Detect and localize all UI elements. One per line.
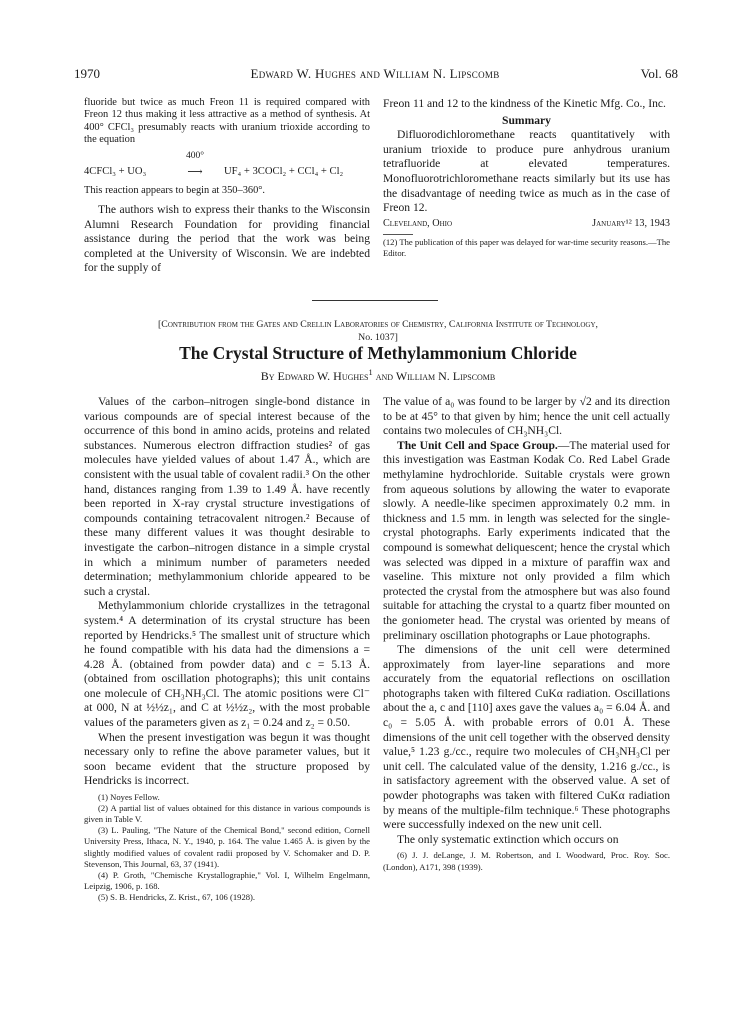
footnote-1: (1) Noyes Fellow. bbox=[98, 792, 160, 803]
prev-article-left-column bbox=[84, 97, 370, 276]
footnote-2: (2) A partial list of values obtained for this distance in various compounds is given in Table V. bbox=[84, 803, 370, 825]
summary-text: Difluorodichloromethane reacts quantitatively with uranium trioxide to produce pure anhydrous uranium tetrafluoride at elevated temperatures. Monofluorotrichloromethane reacts similarly but its use has the disadvantage of needing twice as much as in the case of Freon 12. bbox=[383, 128, 670, 215]
footnote-3: (3) L. Pauling, "The Nature of the Chemical Bond," second edition, Cornell University Press, Ithaca, N. Y., 1940, p. 164. The value 1.465 Å. is given by the slightly modified values of covalent radii proposed by V. Schomaker and D. P. Stevenson, This Journal, 63, 37 (1941). bbox=[84, 825, 370, 869]
left-paragraph-1: Values of the carbon–nitrogen single-bond distance in various compounds are of special interest because of the occurrence of this bond in amino acids, proteins and related substances. Numerous electron diffraction studies² of gas molecules have yielded values of about 1.47 Å., which are consistent with the usual table of covalent radii.³ On the other hand, distances ranging from 1.39 to 1.49 Å. have recently been reported in X-ray crystal structure investigations of compounds containing tetracovalent nitrogen.² Because of these many different values it was thought desirable to investigate the carbon–nitrogen distance in a simple crystal in which a minimum number of parameters needed determination; methylammonium chloride appeared to be such a crystal. bbox=[84, 395, 370, 598]
contribution-line-1: [Contribution from the Gates and Crellin Laboratories of Chemistry, California Institute of Technology, bbox=[158, 319, 598, 330]
section-heading-unit-cell: The Unit Cell and Space Group. bbox=[397, 438, 558, 452]
equation-condition: 400° bbox=[185, 150, 205, 161]
byline-author-2: and William N. Lipscomb bbox=[372, 369, 496, 383]
right-paragraph-4: The only systematic extinction which occurs on bbox=[397, 832, 619, 846]
footnote-4: (4) P. Groth, "Chemische Krystallographie," Vol. I, Wilhelm Engelmann, Leipzig, 1906, p. 168. bbox=[84, 869, 370, 891]
page-number: 1970 bbox=[74, 66, 100, 81]
article-right-column bbox=[383, 395, 670, 873]
reaction-equation bbox=[84, 151, 370, 181]
right-paragraph-3: The dimensions of the unit cell were determined approximately from layer-line separations and more accurately from the equatorial reflections on oscillation photographs taken with filtered CuKα radiation. Oscillations about the a, c and [110] axes gave the values a₀ = 6.04 Å. and c₀ = 5.05 Å. with probable errors of 0.01 Å. These dimensions of the unit cell together with the observed density value,⁵ 1.23 g./cc., require two molecules of CH₃NH₃Cl per unit cell. The calculated value of the density, 1.216 g./cc., is in satisfactory agreement with the observed value. A set of powder photographs was taken with filtered CuKα radiation by means of the multiple-film technique.⁶ These photographs were successfully indexed on the new unit cell. bbox=[383, 643, 670, 832]
dateline-date: January¹² 13, 1943 bbox=[592, 217, 670, 229]
volume-label: Vol. 68 bbox=[640, 66, 678, 81]
footnote-rule bbox=[383, 234, 413, 235]
prev-article-right-column bbox=[383, 97, 670, 259]
right-paragraph-2 bbox=[383, 439, 670, 643]
contribution-line bbox=[76, 318, 680, 344]
right-paragraph-1: The value of a₀ was found to be larger by √2 and its direction to be at 45° to that given by him; hence the unit cell actually contains two molecules of CH₃NH₃Cl. bbox=[383, 395, 670, 438]
reaction-arrow-icon: ⟶ bbox=[187, 166, 203, 178]
equation-lhs: 4CFCl₃ + UO₃ bbox=[84, 165, 147, 177]
left-footnotes bbox=[84, 792, 370, 903]
footnote-6: (6) J. J. deLange, J. M. Robertson, and I. Woodward, Proc. Roy. Soc. (London), A171, 398 (1939). bbox=[383, 850, 670, 872]
prev-article-intro: fluoride but twice as much Freon 11 is required compared with Freon 12 thus making it less attractive as a method of synthesis. At 400° CFCl₃ presumably reacts with uranium trioxide according to the equation bbox=[84, 97, 370, 146]
left-paragraph-3: When the present investigation was begun it was thought necessary only to refine the above parameter values, but it soon became evident that the structure proposed by Hendricks is incorrect. bbox=[84, 730, 370, 788]
right-paragraph-2-text: —The material used for this investigation was Eastman Kodak Co. Red Label Grade methylamine hydrochloride. Suitable crystals were grown from aqueous solutions by allowing the water to evaporate slowly. A needle-like specimen approximately 0.2 mm. in thickness and 1.5 mm. in length was selected for the single-crystal photographs. Early experiments indicated that the compound is somewhat deliquescent; hence the crystal which was selected was dipped in a mixture of paraffin wax and vaseline. This mixture not only provided a film which protected the crystal from the atmosphere but was also found suitable for attaching the crystal to a quartz fiber mounted on the goniometer head. The crystal was oriented by means of preliminary oscillation photographs or Laue photographs. bbox=[383, 438, 670, 642]
article-separator bbox=[312, 300, 438, 301]
article-title: The Crystal Structure of Methylammonium Chloride bbox=[179, 343, 577, 363]
article-left-column bbox=[84, 395, 370, 903]
temperature-note: This reaction appears to begin at 350–360°. bbox=[84, 184, 266, 196]
byline-author-1: By Edward W. Hughes bbox=[260, 369, 369, 383]
footnote-5: (5) S. B. Hendricks, Z. Krist., 67, 106 (1928). bbox=[98, 891, 256, 902]
byline bbox=[76, 369, 680, 384]
byline-footnote-marker: 1 bbox=[368, 368, 373, 377]
running-title: Edward W. Hughes and William N. Lipscomb bbox=[250, 66, 500, 81]
acknowledgment-left: The authors wish to express their thanks to the Wisconsin Alumni Research Foundation for providing financial assistance during the period that the work was being completed at the University of Wisconsin. We are indebted for the supply of bbox=[84, 203, 370, 275]
footnote-12: (12) The publication of this paper was delayed for war-time security reasons.—The Editor. bbox=[383, 236, 670, 258]
left-paragraph-2: Methylammonium chloride crystallizes in the tetragonal system.⁴ A determination of its crystal structure has been reported by Hendricks.⁵ The smallest unit of structure which he found compatible with his data had the dimensions a = 4.28 Å. (obtained from powder data) and c = 5.13 Å. (obtained from oscillation photographs); this unit contains one molecule of CH₃NH₃Cl. The atomic positions were Cl⁻ at 000, N at ½½z₁, and C at ½½z₂, with the most probable values of the parameters given as z₁ = 0.24 and z₂ = 0.50. bbox=[84, 599, 370, 730]
contribution-line-2: No. 1037] bbox=[358, 332, 398, 343]
dateline-location: Cleveland, Ohio bbox=[383, 217, 453, 229]
summary-heading: Summary bbox=[502, 113, 551, 127]
acknowledgment-right: Freon 11 and 12 to the kindness of the Kinetic Mfg. Co., Inc. bbox=[383, 97, 666, 110]
equation-rhs: UF₄ + 3COCl₂ + CCl₄ + Cl₂ bbox=[224, 165, 344, 177]
dateline bbox=[383, 218, 670, 232]
